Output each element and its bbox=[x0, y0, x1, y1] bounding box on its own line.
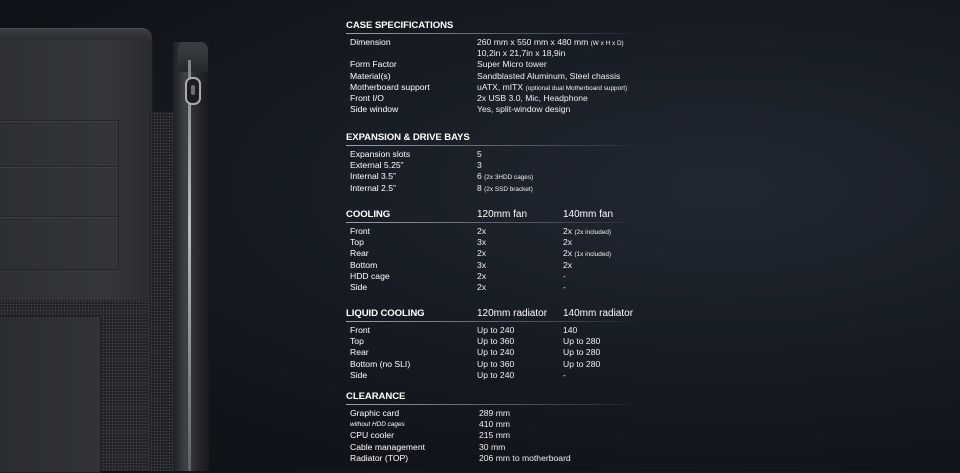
spec-value: 260 mm x 550 mm x 480 mm (W x H x D) bbox=[477, 37, 624, 47]
spec-value-120: Up to 360 bbox=[477, 336, 515, 347]
spec-value: 10,2in x 21,7in x 18,9in bbox=[477, 48, 566, 59]
cooling-row-rear bbox=[346, 248, 946, 259]
spec-label: Top bbox=[350, 237, 364, 248]
clearance-row-cpu-cooler bbox=[346, 430, 946, 441]
spec-value-140: 2x (2x included) bbox=[563, 226, 612, 236]
spec-value: 8 (2x SSD bracket) bbox=[477, 182, 533, 193]
spec-value-120: Up to 240 bbox=[477, 325, 515, 335]
cooling-row-top bbox=[346, 237, 946, 248]
section-title: COOLING bbox=[346, 209, 391, 220]
spec-label: Front bbox=[350, 325, 371, 335]
section-divider bbox=[346, 145, 640, 146]
spec-label: Dimension bbox=[350, 37, 391, 47]
cooling-row-side bbox=[346, 282, 946, 293]
spec-value-140: - bbox=[563, 270, 566, 281]
clearance-row-without-hdd-cages bbox=[346, 419, 946, 430]
spec-label: HDD cage bbox=[350, 270, 390, 281]
spec-rows bbox=[346, 149, 946, 194]
spec-value-120: Up to 240 bbox=[477, 369, 515, 380]
spec-row-motherboard bbox=[346, 82, 946, 93]
spec-value-120: 2x bbox=[477, 248, 487, 259]
spec-value: 289 mm bbox=[479, 408, 511, 418]
section-title: LIQUID COOLING bbox=[346, 308, 425, 319]
clearance-row-cable-management bbox=[346, 442, 946, 453]
spec-value: 206 mm to motherboard bbox=[479, 452, 571, 463]
section-title: CASE SPECIFICATIONS bbox=[346, 20, 454, 31]
spec-label: Side window bbox=[350, 104, 399, 115]
spec-value-120: 2x bbox=[477, 281, 487, 292]
spec-label: Material(s) bbox=[350, 70, 391, 81]
spec-value-140: 140 bbox=[563, 325, 578, 335]
spec-label: Cable management bbox=[350, 441, 426, 452]
case-illustration bbox=[0, 0, 215, 471]
spec-value-140: Up to 280 bbox=[563, 336, 601, 347]
spec-value: uATX, mITX (optional dual Motherboard support) bbox=[477, 81, 628, 92]
spec-value-120: 2x bbox=[477, 270, 487, 281]
spec-value: Sandblasted Aluminum, Steel chassis bbox=[477, 70, 621, 81]
spec-value: 5 bbox=[477, 149, 482, 159]
spec-label: Bottom bbox=[350, 259, 378, 270]
spec-value-140: 2x (1x included) bbox=[563, 248, 612, 259]
spec-value: 215 mm bbox=[479, 430, 511, 441]
spec-value-120: Up to 240 bbox=[477, 347, 515, 358]
bay-cover-2 bbox=[0, 166, 119, 218]
spec-label: Rear bbox=[350, 248, 369, 259]
spec-value-120: 3x bbox=[477, 259, 487, 270]
column-header-120mm-radiator: 120mm radiator bbox=[477, 308, 548, 319]
bay-cover-1 bbox=[0, 120, 119, 168]
spec-value: Yes, split-window design bbox=[477, 104, 571, 115]
spec-row-expansion-slots bbox=[346, 149, 946, 160]
column-header-140mm-radiator: 140mm radiator bbox=[563, 308, 634, 319]
section-divider bbox=[346, 404, 640, 405]
spec-label: Expansion slots bbox=[350, 149, 411, 159]
spec-value: 410 mm bbox=[479, 419, 511, 430]
spec-value-140: Up to 280 bbox=[563, 358, 601, 369]
spec-value-140: 2x bbox=[563, 237, 573, 248]
liquid-row-top bbox=[346, 336, 946, 347]
spec-label: Motherboard support bbox=[350, 81, 430, 92]
power-button-icon bbox=[185, 77, 201, 105]
spec-value-140: - bbox=[563, 281, 566, 292]
spec-label: Graphic card bbox=[350, 408, 400, 418]
front-mesh-vent bbox=[150, 112, 174, 471]
side-window-panel bbox=[0, 316, 101, 473]
cooling-row-front bbox=[346, 226, 946, 237]
spec-row-front-io bbox=[346, 93, 946, 104]
liquid-row-front bbox=[346, 325, 946, 336]
spec-label: Side bbox=[350, 281, 368, 292]
spec-label: without HDD cages bbox=[350, 421, 405, 429]
spec-label: Bottom (no SLI) bbox=[350, 358, 411, 369]
front-light-strip bbox=[188, 60, 191, 471]
spec-label: Internal 2.5” bbox=[350, 182, 396, 193]
spec-label: Front bbox=[350, 226, 371, 236]
spec-rows bbox=[346, 325, 946, 381]
spec-row-internal-25 bbox=[346, 183, 946, 194]
spec-rows bbox=[346, 226, 946, 293]
spec-label: Internal 3.5” bbox=[350, 171, 396, 182]
spec-value: 3 bbox=[477, 160, 482, 171]
bay-cover-3 bbox=[0, 216, 119, 270]
spec-value: Super Micro tower bbox=[477, 59, 547, 70]
spec-label: Radiator (TOP) bbox=[350, 452, 409, 463]
spec-label: Form Factor bbox=[350, 59, 397, 70]
spec-row-dimension bbox=[346, 37, 946, 48]
spec-row-materials bbox=[346, 71, 946, 82]
spec-label: CPU cooler bbox=[350, 430, 394, 441]
spec-label: External 5.25” bbox=[350, 160, 404, 171]
liquid-row-rear bbox=[346, 347, 946, 358]
spec-label: Side bbox=[350, 369, 368, 380]
spec-rows bbox=[346, 37, 946, 115]
liquid-row-side bbox=[346, 370, 946, 381]
section-divider bbox=[346, 33, 640, 34]
column-header-140mm-fan: 140mm fan bbox=[563, 209, 614, 220]
spec-rows bbox=[346, 408, 946, 464]
clearance-row-radiator-top bbox=[346, 453, 946, 464]
spec-label: Front I/O bbox=[350, 92, 384, 103]
spec-row-external-525 bbox=[346, 160, 946, 171]
spec-value-120: 3x bbox=[477, 237, 487, 248]
column-header-120mm-fan: 120mm fan bbox=[477, 209, 528, 220]
spec-row-side-window bbox=[346, 104, 946, 115]
spec-value: 2x USB 3.0, Mic, Headphone bbox=[477, 92, 588, 103]
spec-row-internal-35 bbox=[346, 171, 946, 182]
section-divider bbox=[346, 321, 640, 322]
spec-value-140: 2x bbox=[563, 259, 573, 270]
spec-value: 6 (2x 3HDD cages) bbox=[477, 171, 534, 182]
spec-row-form-factor bbox=[346, 59, 946, 70]
case-front-edge bbox=[173, 42, 209, 471]
spec-label: Top bbox=[350, 336, 364, 347]
spec-row-dimension-imperial bbox=[346, 48, 946, 59]
spec-value: 30 mm bbox=[479, 441, 506, 452]
clearance-row-graphic-card bbox=[346, 408, 946, 419]
liquid-row-bottom bbox=[346, 359, 946, 370]
spec-label: Rear bbox=[350, 347, 369, 358]
cooling-row-bottom bbox=[346, 260, 946, 271]
spec-value-120: 2x bbox=[477, 226, 487, 236]
section-title: EXPANSION & DRIVE BAYS bbox=[346, 132, 470, 143]
section-divider bbox=[346, 222, 640, 223]
spec-value-140: - bbox=[563, 369, 566, 380]
case-front-cap bbox=[178, 42, 208, 72]
spec-value-120: Up to 360 bbox=[477, 358, 515, 369]
spec-value-140: Up to 280 bbox=[563, 347, 601, 358]
section-title: CLEARANCE bbox=[346, 391, 406, 402]
cooling-row-hdd-cage bbox=[346, 271, 946, 282]
